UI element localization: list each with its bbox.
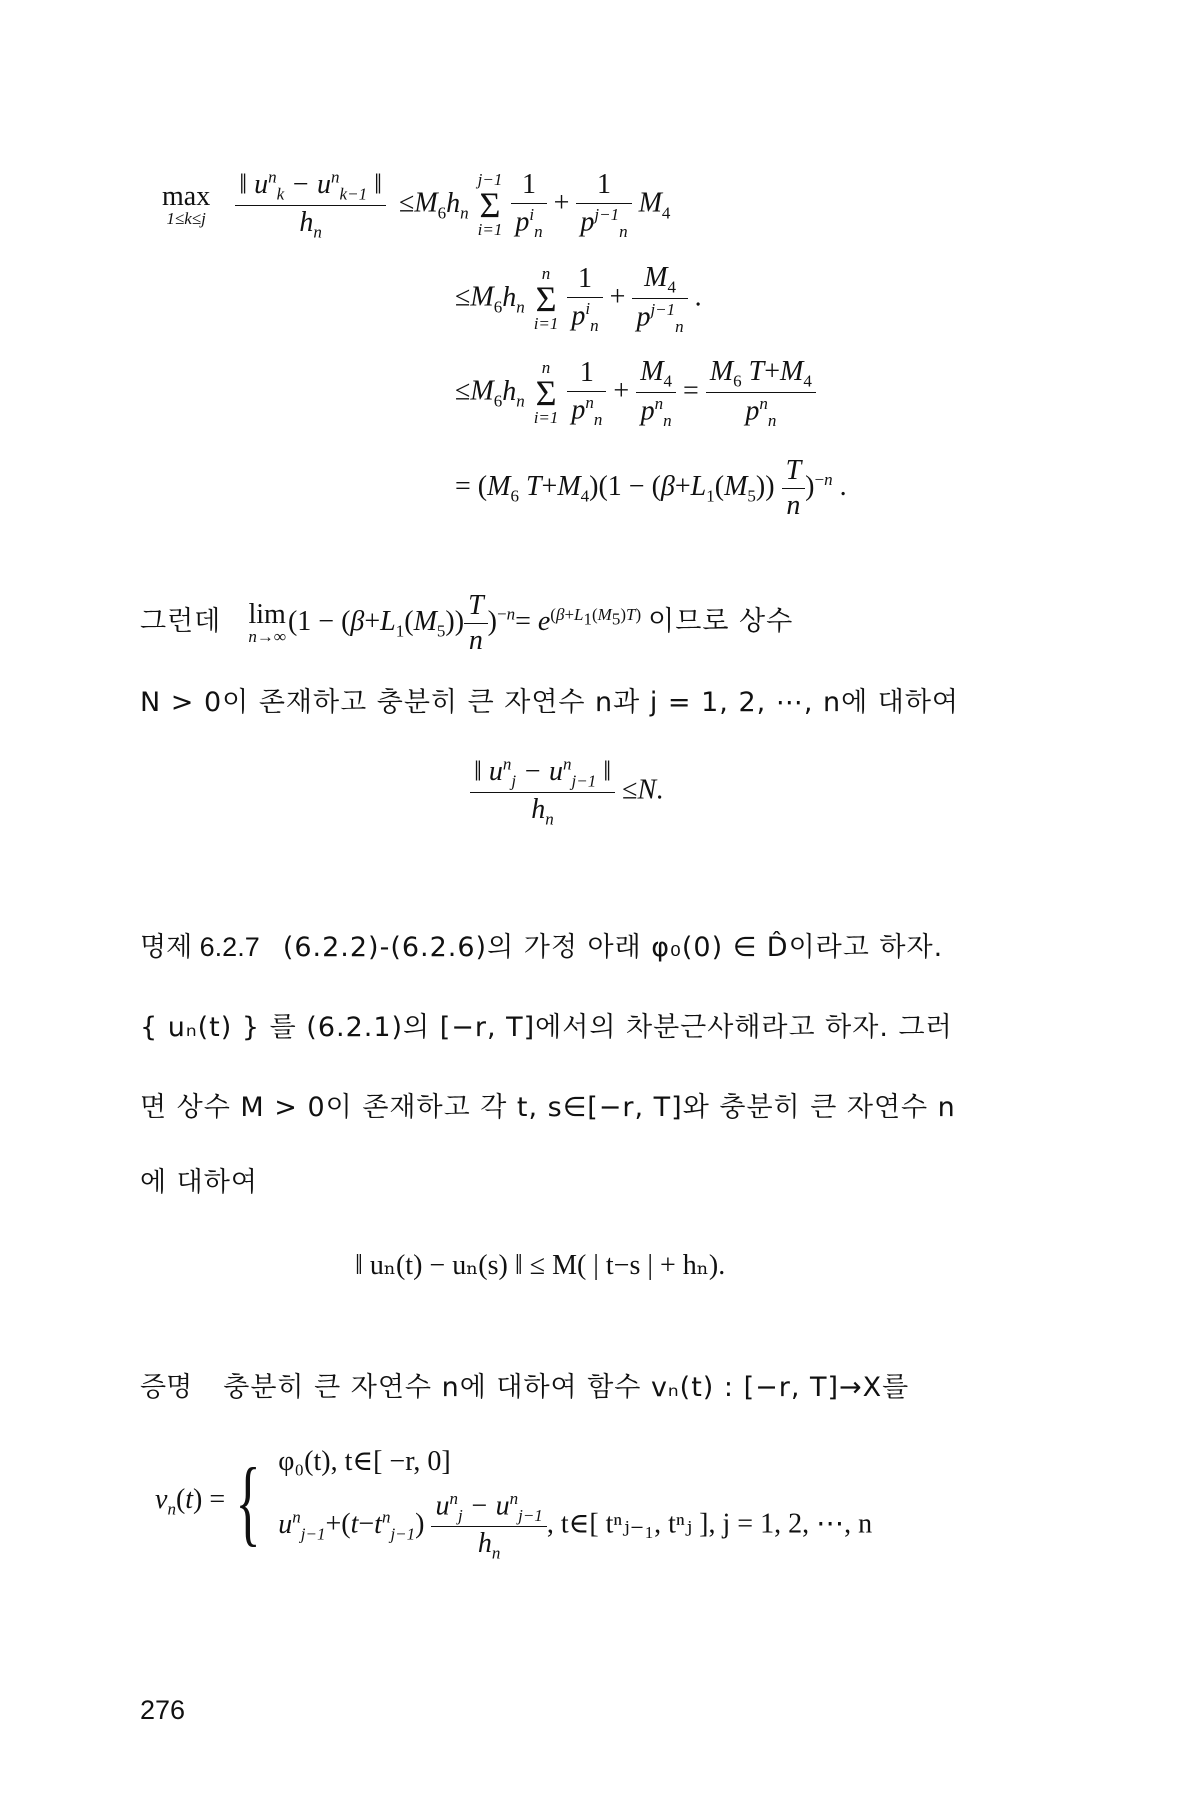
proof-label: 증명 [140,1372,193,1402]
equation-line-3: $\le M_6h_n$ n Σ i=1 $\frac{1}{p^n_n}$ + $\frac{M_4}{p^n_n}$ = $\frac{M_6 T+M_4}{p^n_n}$ [455,356,816,431]
case-1: φ₀(t), t∈[ −r, 0] [278,1446,451,1477]
case-2-condition: , t∈[ tⁿⱼ₋₁, tⁿⱼ ], j = 1, 2, ⋯, n [546,1508,873,1540]
proposition-label: 명제 6.2.7 [140,932,260,962]
text-hence-constant: 이므로 상수 [648,606,794,638]
proposition-text-1: (6.2.2)-(6.2.6)의 가정 아래 φ₀(0) ∈ D̂이라고 하자. [282,932,944,963]
proposition-line-1 [140,925,943,964]
period: . [694,281,702,313]
max-operator: max [162,180,211,212]
equation-line-4: = ($M_6$ $T+M_4)(1 - (\beta+L_1(M_5))$ $\frac{T}{n}$ )$^{-n}$ . [455,455,847,522]
limit-sentence: 그런데 lim n→∞ ($1 - (\beta+L_1(M_5))$ $\frac{T}{n}$ )$^{-n}= e^{(\beta+L_1(M_5)T)}$ 이므로 상수 [140,590,794,657]
proposition-line-4: 에 대하여 [140,1167,258,1198]
difference-quotient: $\frac{‖ u^n_k - u^n_{k-1} ‖}{h_n}$ [235,168,386,243]
proposition-formula: ‖ uₙ(t) − uₙ(s) ‖ ≤ M( | t−s | + hₙ). [355,1250,726,1281]
proof-line-1 [140,1365,909,1404]
bound-equation: $\frac{‖ u^n_j - u^n_{j-1} ‖}{h_n}$ ≤N. [470,755,663,830]
max-range: 1≤k≤j [166,208,206,228]
equation-line-1: max 1≤k≤j $\frac{‖ u^n_k - u^n_{k-1} ‖}{h_n}$ $\le M_6h_n$ j−1 Σ i=1 $\frac{1}{p^i_n}$ + $\frac{1}{p^{j-1}_n}$ $M_4$ [162,168,671,243]
page-number: 276 [140,1695,186,1725]
equation-line-2: $\le M_6h_n$ n Σ i=1 $\frac{1}{p^i_n}$ + $\frac{M_4}{p^{j-1}_n}$ . [455,262,702,337]
proof-text-1: 충분히 큰 자연수 n에 대하여 함수 vₙ(t) : [−r, T]→X를 [223,1372,910,1403]
proposition-line-3: 면 상수 M > 0이 존재하고 각 t, s∈[−r, T]와 충분히 큰 자연수 n [140,1092,956,1123]
piecewise-definition: $v_n(t)$ = { φ₀(t), t∈[ −r, 0] $u^n_{j-1}+(t-t^n_{j-1})$ $\frac{u^n_j - u^n_{j-1}}{h_n}$ , t∈[ tⁿⱼ₋₁, tⁿⱼ ], j = 1, 2, ⋯, n [155,1440,872,1563]
proposition-line-2: { uₙ(t) } 를 (6.2.1)의 [−r, T]에서의 차분근사해라고 하자. 그러 [140,1012,953,1043]
period: . [839,471,847,503]
existence-sentence: N > 0이 존재하고 충분히 큰 자연수 n과 j = 1, 2, ⋯, n에 대하여 [140,687,960,718]
word-however: 그런데 [140,606,222,638]
case-2: $u^n_{j-1}+(t-t^n_{j-1})$ $\frac{u^n_j - u^n_{j-1}}{h_n}$ , t∈[ tⁿⱼ₋₁, tⁿⱼ ], j = 1, 2, ⋯, n [278,1488,873,1563]
